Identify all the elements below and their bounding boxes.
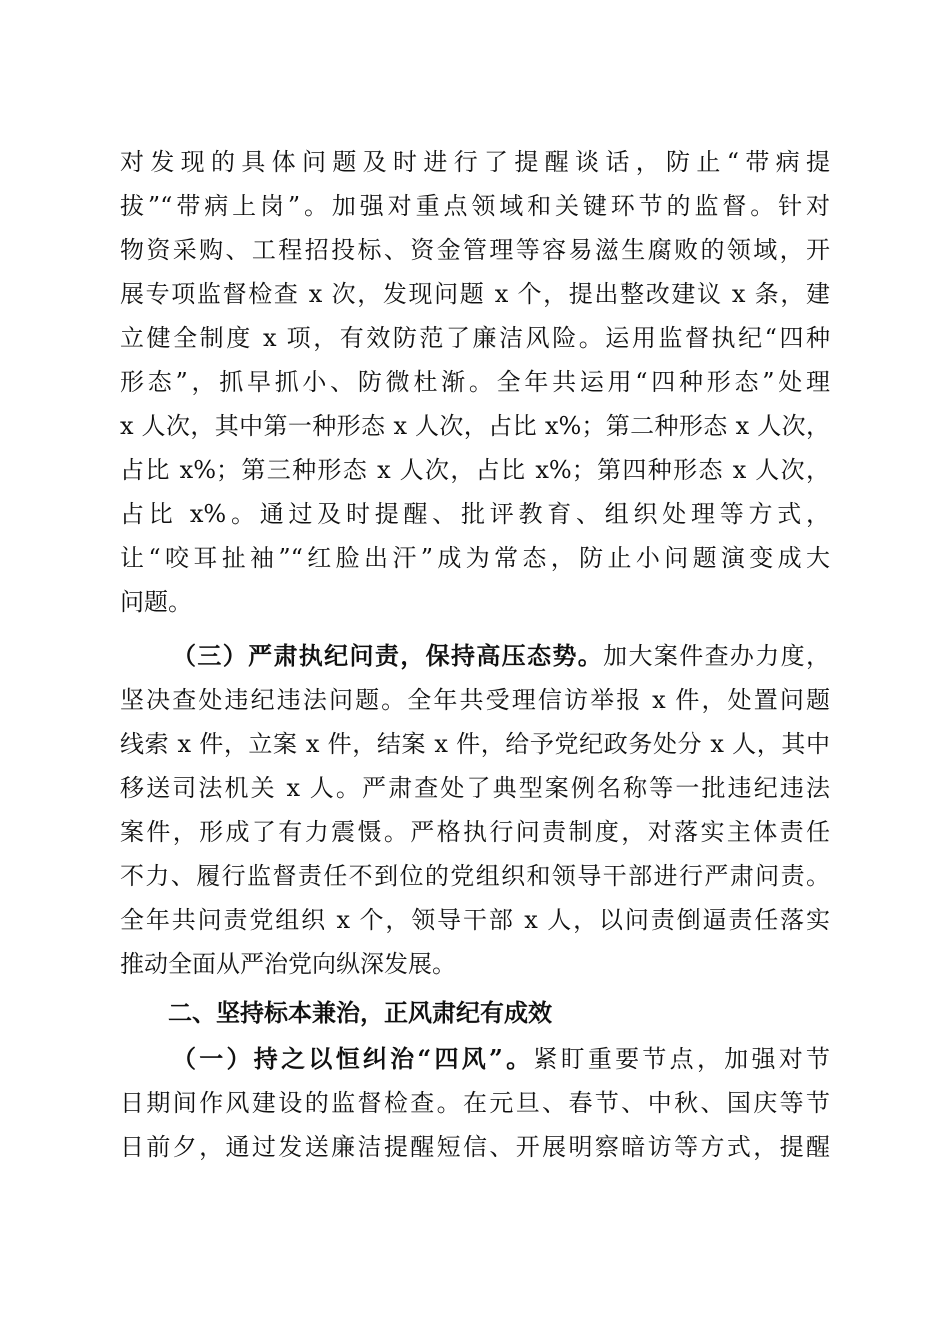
- text-run: 紧盯重要节点，加强对节: [533, 1045, 831, 1073]
- text-line: 问题。: [120, 588, 192, 616]
- text-line: 占比 x%；第三种形态 x 人次，占比 x%；第四种形态 x 人次，: [120, 456, 830, 484]
- text-line: 形态”，抓早抓小、防微杜渐。全年共运用“四种形态”处理: [120, 368, 830, 396]
- paragraph-first-line: [172, 1037, 830, 1081]
- text-line: 推动全面从严治党向纵深发展。: [120, 950, 456, 978]
- text-line: x 人次，其中第一种形态 x 人次，占比 x%；第二种形态 x 人次，: [120, 412, 830, 440]
- text-line: 移送司法机关 x 人。严肃查处了典型案例名称等一批违纪违法: [120, 774, 830, 802]
- text-line: 拔”“带病上岗”。加强对重点领域和关键环节的监督。针对: [120, 192, 830, 220]
- text-line: 展专项监督检查 x 次，发现问题 x 个，提出整改建议 x 条，建: [120, 280, 830, 308]
- subheading-four-winds: （一）持之以恒纠治“四风”。: [172, 1044, 534, 1073]
- subheading-strict-accountability: （三）严肃执纪问责，保持高压态势。: [172, 641, 604, 670]
- text-line: 物资采购、工程招投标、资金管理等容易滋生腐败的领域，开: [120, 236, 830, 264]
- text-line: 案件，形成了有力震慑。严格执行问责制度，对落实主体责任: [120, 818, 830, 846]
- text-run: 加大案件查办力度，: [603, 642, 831, 670]
- text-line: 让“咬耳扯袖”“红脸出汗”成为常态，防止小问题演变成大: [120, 544, 830, 572]
- text-line: 占比 x%。通过及时提醒、批评教育、组织处理等方式，: [120, 500, 830, 528]
- section-heading: 二、坚持标本兼治，正风肃纪有成效: [168, 999, 552, 1027]
- text-line: 坚决查处违纪违法问题。全年共受理信访举报 x 件，处置问题: [120, 686, 830, 714]
- text-line: 对发现的具体问题及时进行了提醒谈话，防止“带病提: [120, 148, 830, 176]
- text-line: 立健全制度 x 项，有效防范了廉洁风险。运用监督执纪“四种: [120, 324, 830, 352]
- text-line: 日前夕，通过发送廉洁提醒短信、开展明察暗访等方式，提醒: [120, 1133, 830, 1161]
- text-line: 线索 x 件，立案 x 件，结案 x 件，给予党纪政务处分 x 人，其中: [120, 730, 830, 758]
- text-line: 日期间作风建设的监督检查。在元旦、春节、中秋、国庆等节: [120, 1089, 830, 1117]
- text-line: 不力、履行监督责任不到位的党组织和领导干部进行严肃问责。: [120, 862, 830, 890]
- paragraph-first-line: [172, 634, 830, 678]
- text-line: 全年共问责党组织 x 个，领导干部 x 人，以问责倒逼责任落实: [120, 906, 830, 934]
